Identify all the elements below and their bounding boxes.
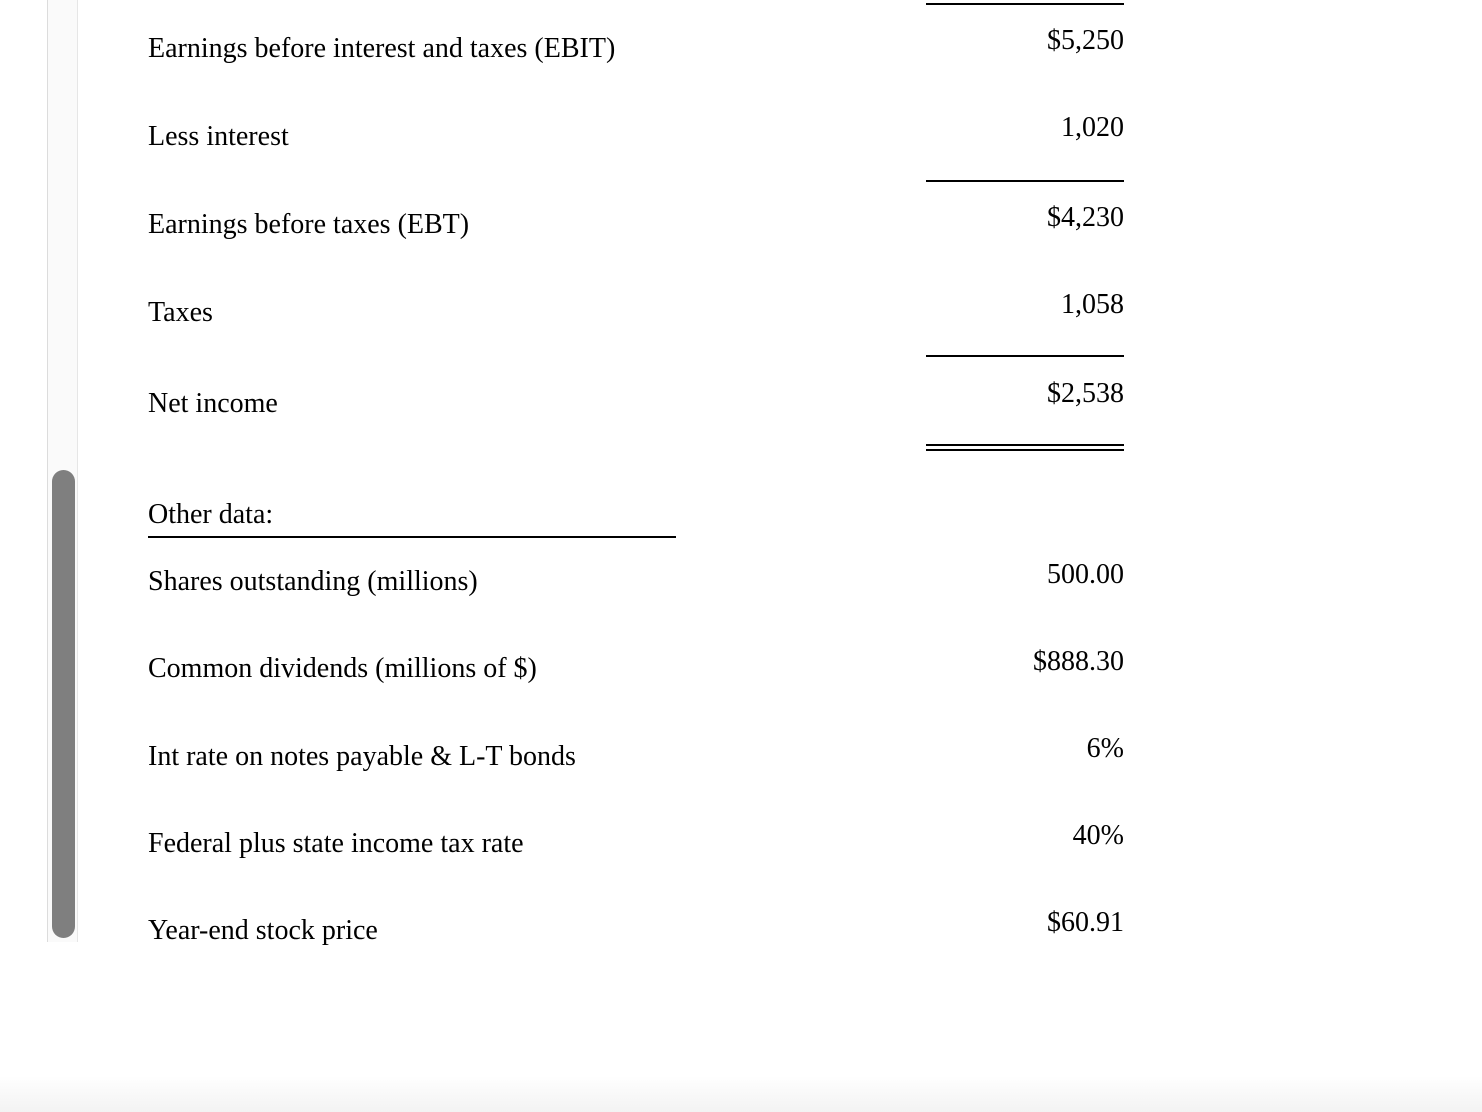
ebt-label: Earnings before taxes (EBT)	[148, 209, 470, 240]
top-rule	[926, 3, 1124, 5]
ebit-value: $5,250	[1047, 25, 1124, 56]
other-data-underline	[148, 536, 676, 538]
interest-rate-value: 6%	[1086, 733, 1124, 764]
scrollbar-thumb[interactable]	[52, 470, 75, 938]
net-income-label: Net income	[148, 388, 278, 419]
tax-rate-value: 40%	[1072, 820, 1124, 851]
shares-outstanding-value: 500.00	[1047, 559, 1124, 590]
common-dividends-label: Common dividends (millions of $)	[148, 653, 537, 684]
other-data-heading: Other data:	[148, 499, 274, 530]
interest-rate-label: Int rate on notes payable & L-T bonds	[148, 741, 576, 772]
interest-value: 1,020	[1061, 112, 1124, 143]
bottom-band	[0, 1076, 1482, 1112]
net-income-rule	[926, 355, 1124, 357]
interest-label: Less interest	[148, 121, 289, 152]
stock-price-label: Year-end stock price	[148, 915, 378, 946]
ebt-rule	[926, 180, 1124, 182]
taxes-label: Taxes	[148, 297, 213, 328]
ebt-value: $4,230	[1047, 202, 1124, 233]
tax-rate-label: Federal plus state income tax rate	[148, 828, 524, 859]
net-income-double-rule	[926, 444, 1124, 451]
taxes-value: 1,058	[1061, 289, 1124, 320]
stock-price-value: $60.91	[1047, 907, 1124, 938]
net-income-value: $2,538	[1047, 378, 1124, 409]
shares-outstanding-label: Shares outstanding (millions)	[148, 566, 478, 597]
common-dividends-value: $888.30	[1033, 646, 1124, 677]
ebit-label: Earnings before interest and taxes (EBIT)	[148, 33, 616, 64]
